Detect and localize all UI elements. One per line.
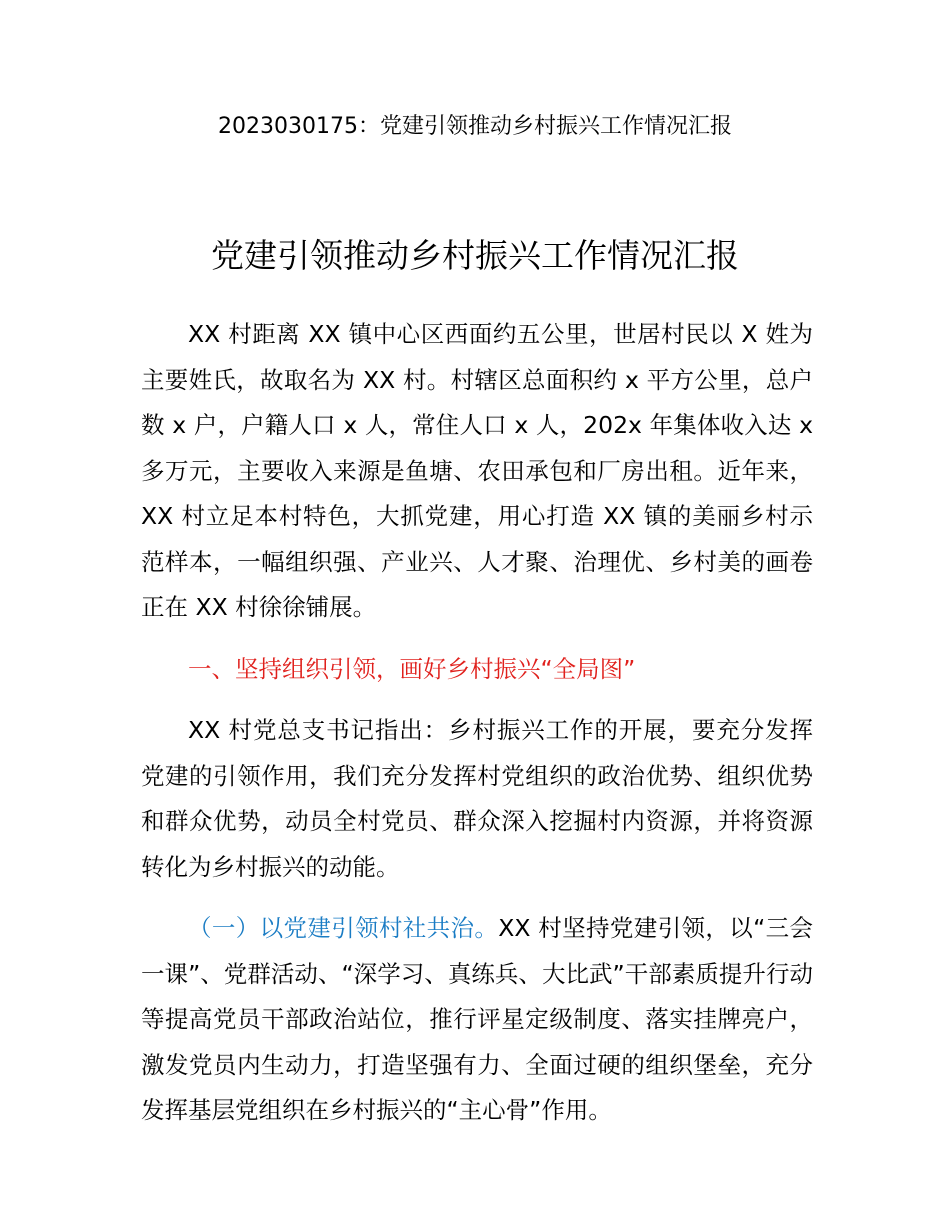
document-title: 党建引领推动乡村振兴工作情况汇报 xyxy=(211,236,739,275)
document-body xyxy=(141,312,813,1134)
subsection-heading-1: （一）以党建引领村社共治。 xyxy=(188,914,499,942)
section-heading-1: 一、坚持组织引领，画好乡村振兴“全局图” xyxy=(188,654,636,683)
section-1-paragraph: XX 村党总支书记指出：乡村振兴工作的开展，要充分发挥党建的引领作用，我们充分发挥村党组织的政治优势、组织优势和群众优势，动员全村党员、群众深入挖掘村内资源，并将资源转化为乡村振兴的动能。 xyxy=(141,716,813,881)
intro-paragraph: XX 村距离 XX 镇中心区西面约五公里，世居村民以 X 姓为主要姓氏，故取名为 XX 村。村辖区总面积约 x 平方公里，总户数 x 户，户籍人口 x 人，常住人口 x 人，202x 年集体收入达 x 多万元，主要收入来源是鱼塘、农田承包和厂房出租。近年来，XX 村立足本村特色，大抓党建，用心打造 XX 镇的美丽乡村示范样本，一幅组织强、产业兴、人才聚、治理优、乡村美的画卷正在 XX 村徐徐铺展。 xyxy=(141,320,813,621)
subsection-1-paragraph xyxy=(141,906,813,1134)
subsection-1-text: XX 村坚持党建引领，以“三会一课”、党群活动、“深学习、真练兵、大比武”干部素质提升行动等提高党员干部政治站位，推行评星定级制度、落实挂牌亮户，激发党员内生动力，打造坚强有力、全面过硬的组织堡垒，充分发挥基层党组织在乡村振兴的“主心骨”作用。 xyxy=(141,914,814,1124)
document-id-line: 2023030175：党建引领推动乡村振兴工作情况汇报 xyxy=(218,114,732,139)
